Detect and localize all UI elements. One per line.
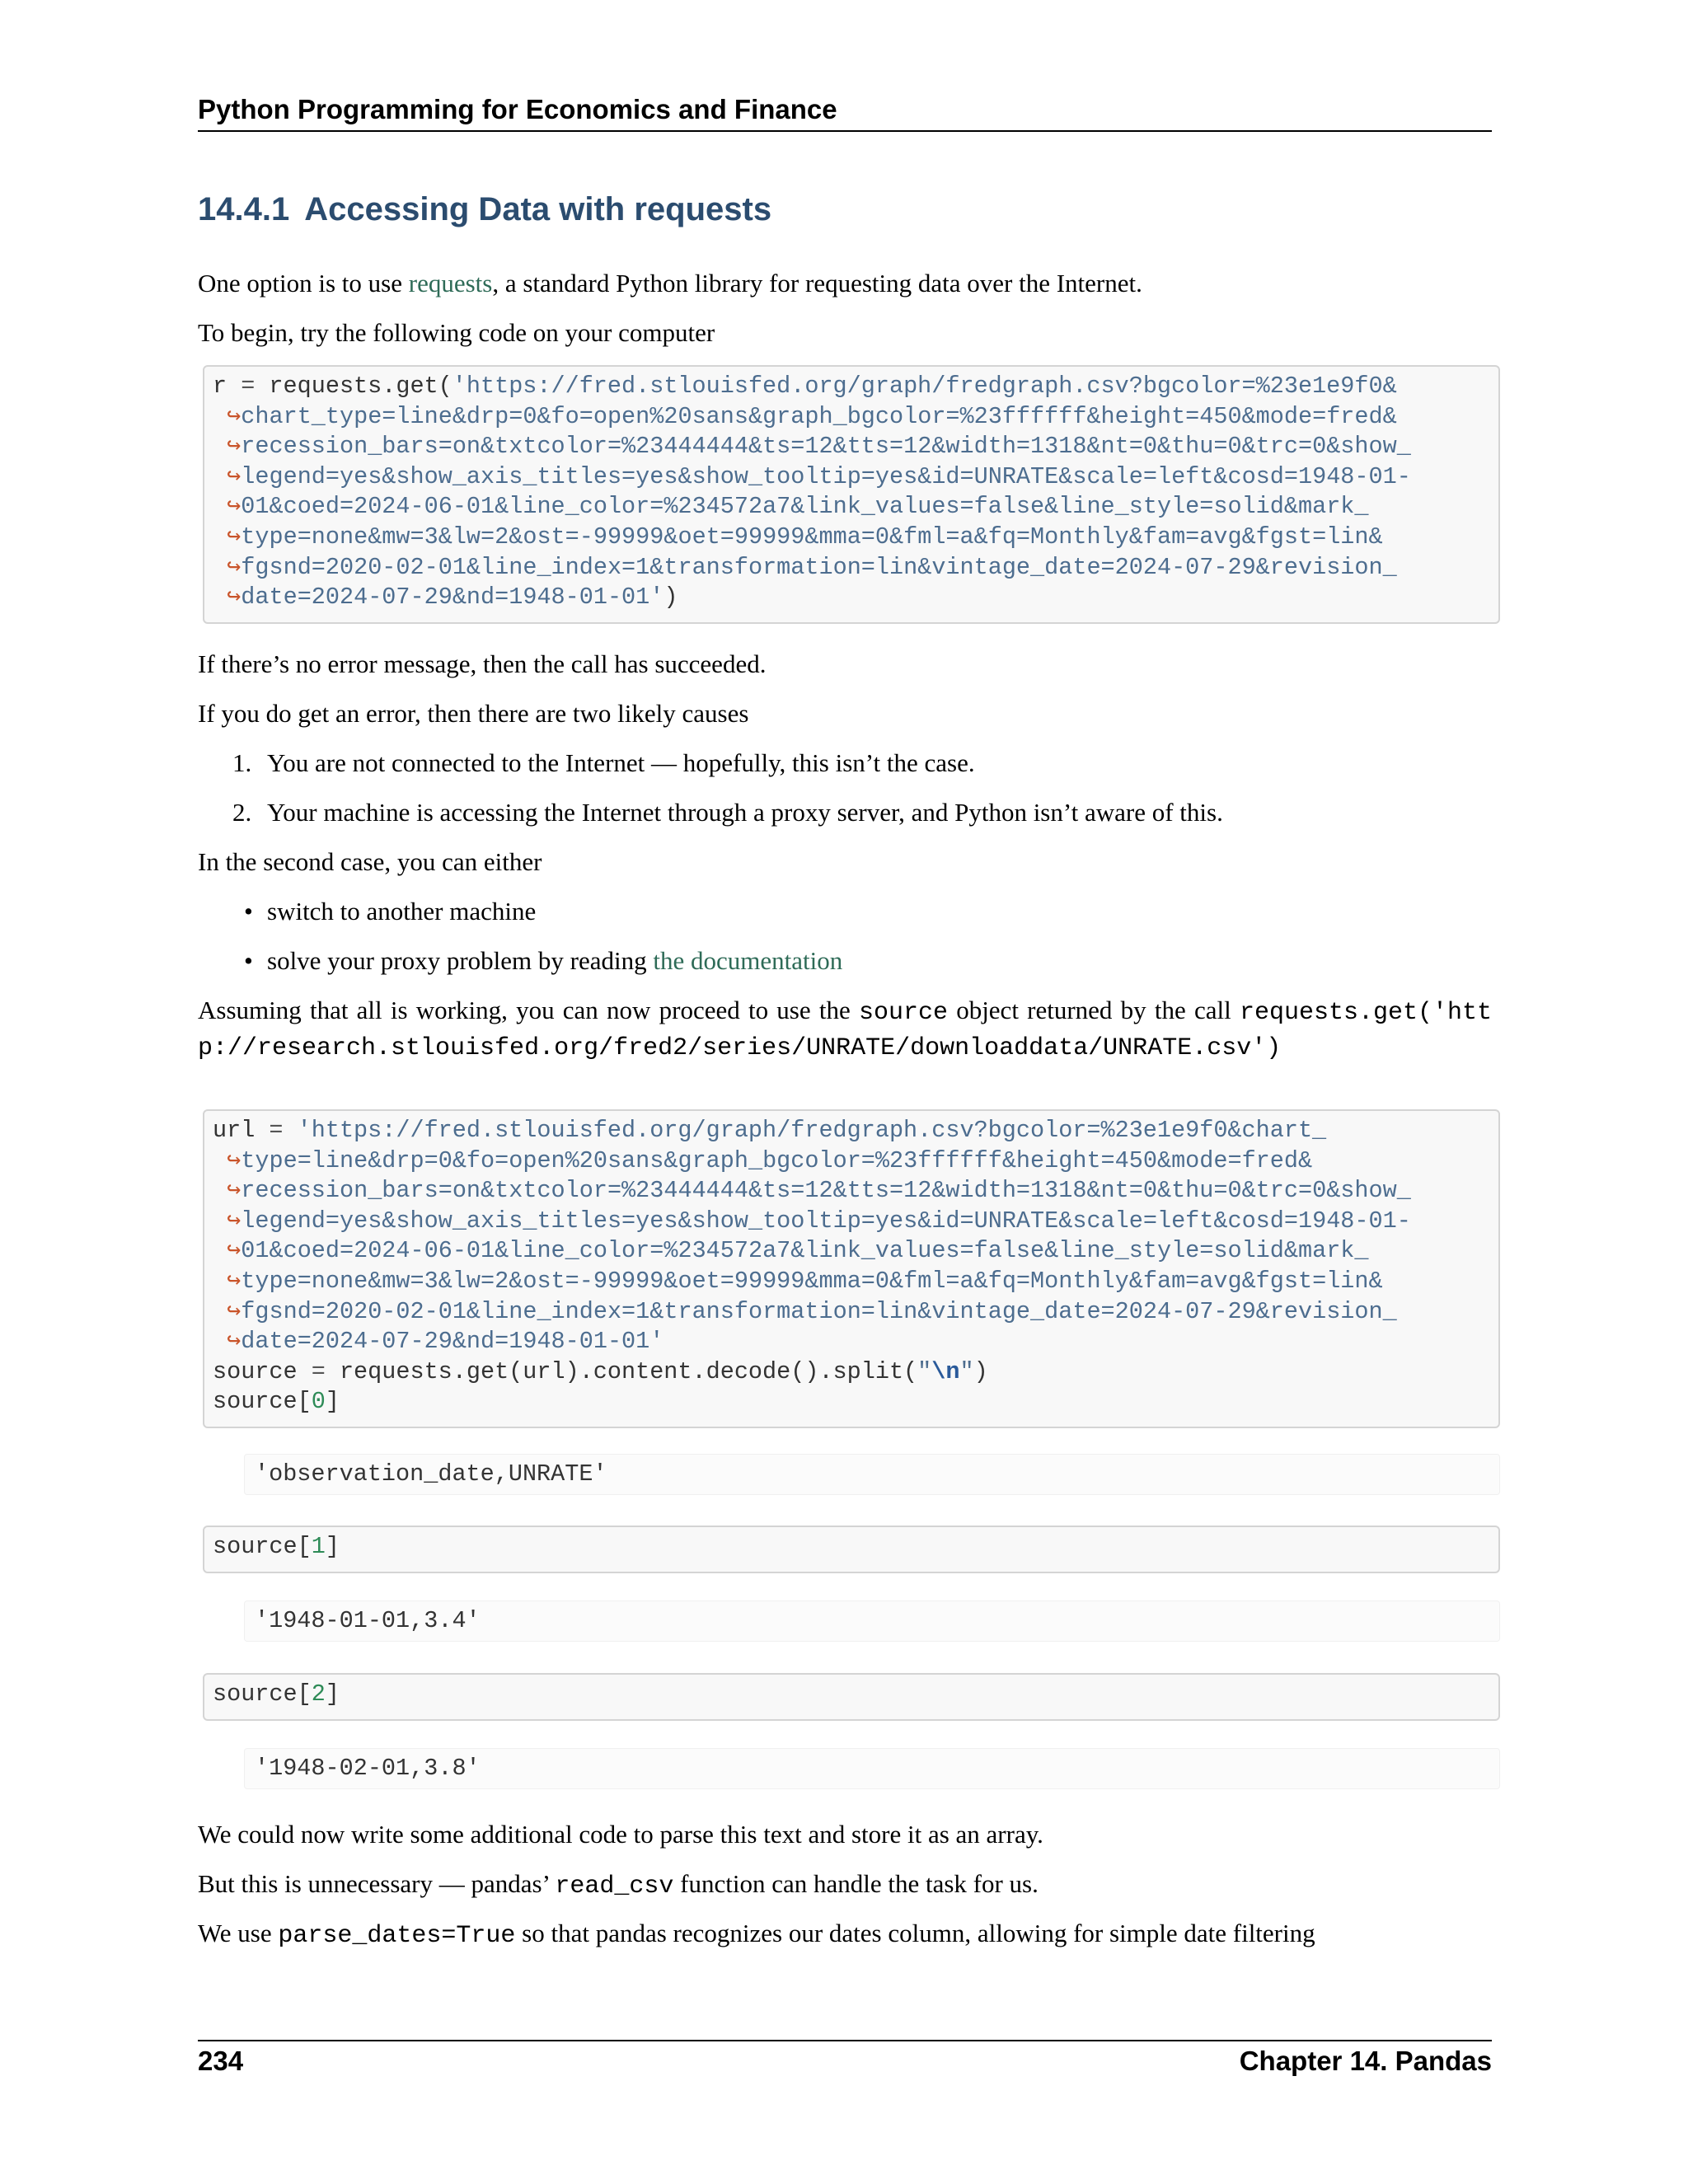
code-line: source[0] <box>213 1388 340 1416</box>
code-line: ↪date=2024-07-29&nd=1948-01-01' <box>227 1328 664 1356</box>
paragraph-intro <box>198 267 1492 299</box>
footer-rule <box>198 2040 1492 2041</box>
running-header: Python Programming for Economics and Finance <box>198 94 837 124</box>
code-line: ↪fgsnd=2020-02-01&line_index=1&transformation=lin&vintage_date=2024-07-29&revision_ <box>227 1297 1397 1325</box>
option-item-2 <box>232 944 842 977</box>
code-line: ↪recession_bars=on&txtcolor=%23444444&ts=12&tts=12&width=1318&nt=0&thu=0&trc=0&show_ <box>227 433 1411 461</box>
paragraph-read-csv <box>198 1868 1492 1903</box>
paragraph-second-case: In the second case, you can either <box>198 847 542 876</box>
code-cell-source-1[interactable] <box>203 1526 1500 1573</box>
output-block-2: '1948-01-01,3.4' <box>244 1601 1500 1642</box>
code-line: ↪01&coed=2024-06-01&line_color=%234572a7&link_values=false&line_style=solid&mark_ <box>227 493 1369 521</box>
code-block-url[interactable] <box>203 1109 1500 1428</box>
section-number: 14.4.1 <box>198 191 290 227</box>
output-block-1: 'observation_date,UNRATE' <box>244 1454 1500 1495</box>
list-marker: 2. <box>232 798 252 827</box>
documentation-link[interactable]: the documentation <box>653 946 843 975</box>
inline-code-call: requests.get('http://research.stlouisfed.org/fred2/series/UNRATE/downloaddata/UNRATE.csv') <box>198 999 1492 1062</box>
code-line: url = 'https://fred.stlouisfed.org/graph/fredgraph.csv?bgcolor=%23e1e9f0&chart_ <box>213 1117 1327 1144</box>
code-line: ↪type=line&drp=0&fo=open%20sans&graph_bgcolor=%23ffffff&height=450&mode=fred& <box>227 1146 1313 1174</box>
text: We use <box>198 1919 279 1947</box>
code-line: ↪fgsnd=2020-02-01&line_index=1&transformation=lin&vintage_date=2024-07-29&revision_ <box>227 553 1397 581</box>
text: function can handle the task for us. <box>673 1869 1039 1898</box>
code-line: ↪date=2024-07-29&nd=1948-01-01') <box>227 583 678 612</box>
paragraph-success: If there’s no error message, then the call has succeeded. <box>198 649 767 678</box>
inline-code-source: source <box>858 999 948 1027</box>
chapter-label: Chapter 14. Pandas <box>1239 2046 1492 2076</box>
code-block-request[interactable] <box>203 365 1500 624</box>
code-line: source[2] <box>213 1680 340 1708</box>
paragraph-parse-dates <box>198 1917 1492 1952</box>
text: One option is to use <box>198 269 409 298</box>
paragraph-begin: To begin, try the following code on your computer <box>198 318 715 347</box>
header-rule <box>198 130 1492 132</box>
code-cell-source-2[interactable] <box>203 1673 1500 1721</box>
text: , a standard Python library for requesting data over the Internet. <box>492 269 1142 298</box>
code-line: ↪type=none&mw=3&lw=2&ost=-99999&oet=99999&mma=0&fml=a&fq=Monthly&fam=avg&fgst=lin& <box>227 523 1383 551</box>
code-line: ↪recession_bars=on&txtcolor=%23444444&ts=12&tts=12&width=1318&nt=0&thu=0&trc=0&show_ <box>227 1177 1411 1205</box>
section-heading <box>198 191 771 228</box>
text: Assuming that all is working, you can now proceed to use the <box>198 996 859 1024</box>
cause-item-1 <box>232 747 975 779</box>
cause-item-2 <box>232 796 1223 828</box>
code-line: ↪chart_type=line&drp=0&fo=open%20sans&graph_bgcolor=%23ffffff&height=450&mode=fred& <box>227 402 1397 430</box>
option-item-1 <box>232 895 536 927</box>
code-line: ↪type=none&mw=3&lw=2&ost=-99999&oet=99999&mma=0&fml=a&fq=Monthly&fam=avg&fgst=lin& <box>227 1267 1383 1295</box>
bullet-icon: • <box>244 946 253 975</box>
text: object returned by the call <box>947 996 1240 1024</box>
paragraph-error: If you do get an error, then there are two likely causes <box>198 699 749 728</box>
list-item-text: solve your proxy problem by reading <box>267 946 654 975</box>
output-block-3: '1948-02-01,3.8' <box>244 1748 1500 1789</box>
text: But this is unnecessary — pandas’ <box>198 1869 556 1898</box>
requests-link[interactable]: requests <box>408 269 493 298</box>
bullet-icon: • <box>244 897 253 926</box>
code-line: ↪legend=yes&show_axis_titles=yes&show_tooltip=yes&id=UNRATE&scale=left&cosd=1948-01- <box>227 1207 1411 1235</box>
section-title: Accessing Data with requests <box>304 191 772 227</box>
inline-code-parse-dates: parse_dates=True <box>278 1922 516 1950</box>
paragraph-assuming <box>198 994 1492 1065</box>
code-line: source = requests.get(url).content.decode().split("\n") <box>213 1357 988 1385</box>
list-item-text: Your machine is accessing the Internet through a proxy server, and Python isn’t aware of this. <box>267 798 1223 827</box>
inline-code-read-csv: read_csv <box>555 1872 674 1900</box>
paragraph-parse: We could now write some additional code to parse this text and store it as an array. <box>198 1820 1043 1849</box>
list-item-text: You are not connected to the Internet — hopefully, this isn’t the case. <box>267 748 975 777</box>
list-marker: 1. <box>232 748 252 777</box>
text: so that pandas recognizes our dates column, allowing for simple date filtering <box>515 1919 1315 1947</box>
code-line: ↪01&coed=2024-06-01&line_color=%234572a7&link_values=false&line_style=solid&mark_ <box>227 1237 1369 1265</box>
page-number: 234 <box>198 2046 244 2076</box>
code-line: source[1] <box>213 1533 340 1560</box>
list-item-text: switch to another machine <box>267 897 537 926</box>
code-line: r = requests.get('https://fred.stlouisfed.org/graph/fredgraph.csv?bgcolor=%23e1e9f0& <box>213 373 1397 400</box>
code-line: ↪legend=yes&show_axis_titles=yes&show_tooltip=yes&id=UNRATE&scale=left&cosd=1948-01- <box>227 462 1411 490</box>
